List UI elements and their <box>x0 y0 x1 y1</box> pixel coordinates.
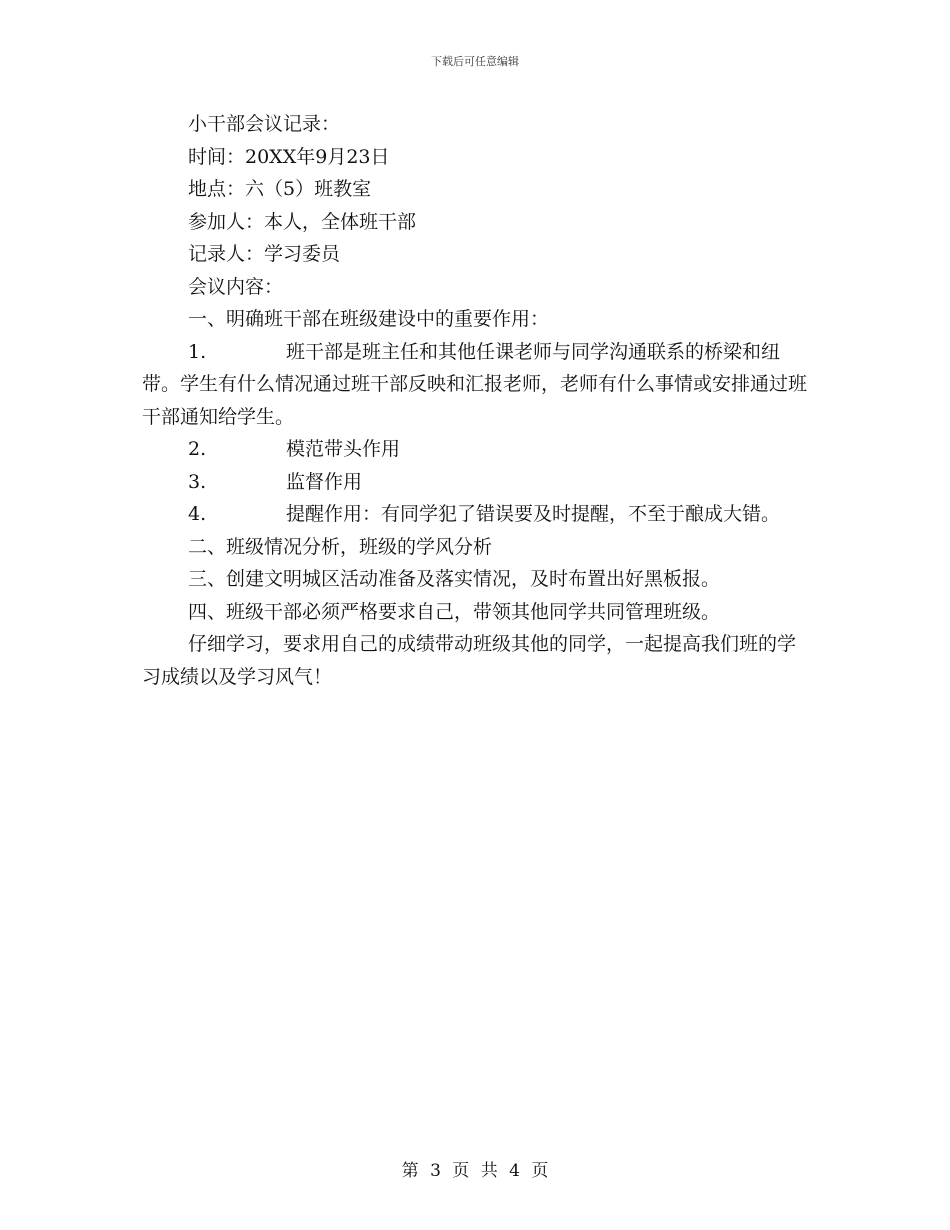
section-heading-2: 二、班级情况分析，班级的学风分析 <box>188 535 493 558</box>
list-item-text: 监督作用 <box>286 470 363 493</box>
section-heading-1: 一、明确班干部在班级建设中的重要作用： <box>188 308 550 330</box>
list-item <box>142 466 812 499</box>
section-heading-4: 四、班级干部必须严格要求自己，带领其他同学共同管理班级。 <box>188 600 721 623</box>
document-body <box>142 108 812 693</box>
list-item-number: 1. <box>188 340 207 363</box>
list-item <box>142 433 812 466</box>
content-label: 会议内容： <box>188 275 284 298</box>
meeting-time: 时间：20XX年9月23日 <box>188 145 390 168</box>
list-item-text: 模范带头作用 <box>286 438 401 460</box>
meeting-participants: 参加人：本人，全体班干部 <box>188 210 417 233</box>
meeting-place: 地点：六（5）班教室 <box>188 178 372 200</box>
list-item-text: 提醒作用：有同学犯了错误要及时提醒，不至于酿成大错。 <box>286 503 781 525</box>
closing-paragraph: 仔细学习，要求用自己的成绩带动班级其他的同学，一起提高我们班的学习成绩以及学习风气！ <box>142 633 797 688</box>
meeting-recorder: 记录人：学习委员 <box>188 243 341 265</box>
list-item <box>142 336 812 434</box>
list-item-number: 2. <box>188 438 207 460</box>
page-header-note: 下载后可任意编辑 <box>431 55 519 68</box>
list-item-number: 3. <box>188 470 207 493</box>
document-title: 小干部会议记录： <box>188 113 341 135</box>
section-heading-3: 三、创建文明城区活动准备及落实情况，及时布置出好黑板报。 <box>188 568 721 590</box>
list-item-number: 4. <box>188 503 207 525</box>
list-item-text: 班干部是班主任和其他任课老师与同学沟通联系的桥梁和纽带。学生有什么情况通过班干部反映和汇报老师，老师有什么事情或安排通过班干部通知给学生。 <box>142 340 808 428</box>
page-number-footer: 第 3 页 共 4 页 <box>401 1161 549 1181</box>
list-item <box>142 498 812 531</box>
